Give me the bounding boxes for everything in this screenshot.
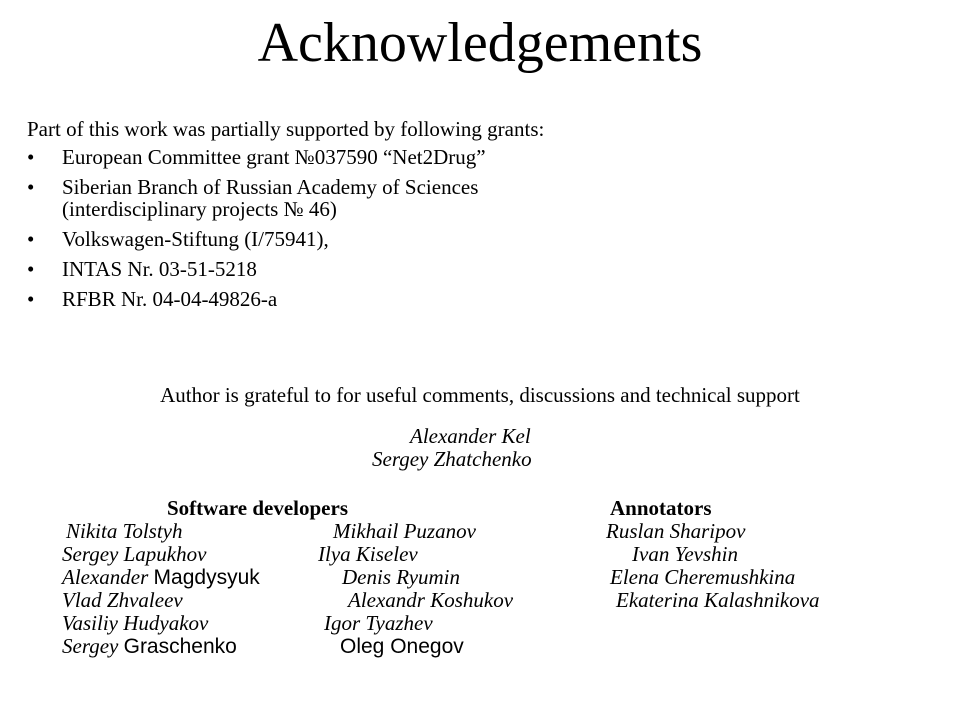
developer-name: Oleg Onegov — [340, 635, 464, 658]
grant-item — [27, 258, 486, 280]
grant-item — [27, 146, 486, 168]
developer-name: Nikita Tolstyh — [66, 519, 183, 543]
developer-name: Igor Tyazhev — [324, 611, 433, 635]
grants-list — [27, 146, 486, 318]
gratitude-statement: Author is grateful to for useful comments, discussions and technical support — [160, 383, 800, 407]
grant-line: • Siberian Branch of Russian Academy of Sciences — [62, 175, 479, 199]
grants-intro: Part of this work was partially supported by following grants: — [27, 117, 545, 141]
grant-line: • Volkswagen-Stiftung (I/75941), — [62, 227, 329, 251]
developer-name: Vlad Zhvaleev — [62, 588, 183, 612]
grant-item — [27, 228, 486, 250]
developer-name: Alexandr Koshukov — [348, 588, 514, 612]
annotator-name: Ivan Yevshin — [632, 542, 738, 566]
annotators-heading: Annotators — [610, 496, 712, 520]
annotator-name: Elena Cheremushkina — [610, 565, 796, 589]
developer-name: Alexander Magdysyuk — [62, 565, 260, 589]
grant-line: (interdisciplinary projects № 46) — [62, 197, 337, 221]
developer-name: Denis Ryumin — [342, 565, 461, 589]
developer-name: Sergey Lapukhov — [62, 542, 207, 566]
developer-name: Sergey Graschenko — [62, 634, 237, 658]
developer-name: Ilya Kiselev — [318, 542, 418, 566]
annotator-name: Ruslan Sharipov — [606, 519, 746, 543]
supervisor-name: Alexander Kel — [410, 424, 531, 448]
supervisor-name: Sergey Zhatchenko — [372, 447, 532, 471]
grant-line: • European Committee grant №037590 “Net2Drug” — [62, 145, 486, 169]
annotator-name: Ekaterina Kalashnikova — [616, 588, 820, 612]
developer-name: Vasiliy Hudyakov — [62, 611, 209, 635]
grant-line: • INTAS Nr. 03-51-5218 — [62, 257, 257, 281]
grant-line: • RFBR Nr. 04-04-49826-a — [62, 287, 278, 311]
grant-item — [27, 176, 486, 220]
developer-name: Mikhail Puzanov — [333, 519, 476, 543]
page-title: Acknowledgements — [257, 12, 703, 74]
software-developers-heading: Software developers — [167, 496, 348, 520]
grant-item — [27, 288, 486, 310]
